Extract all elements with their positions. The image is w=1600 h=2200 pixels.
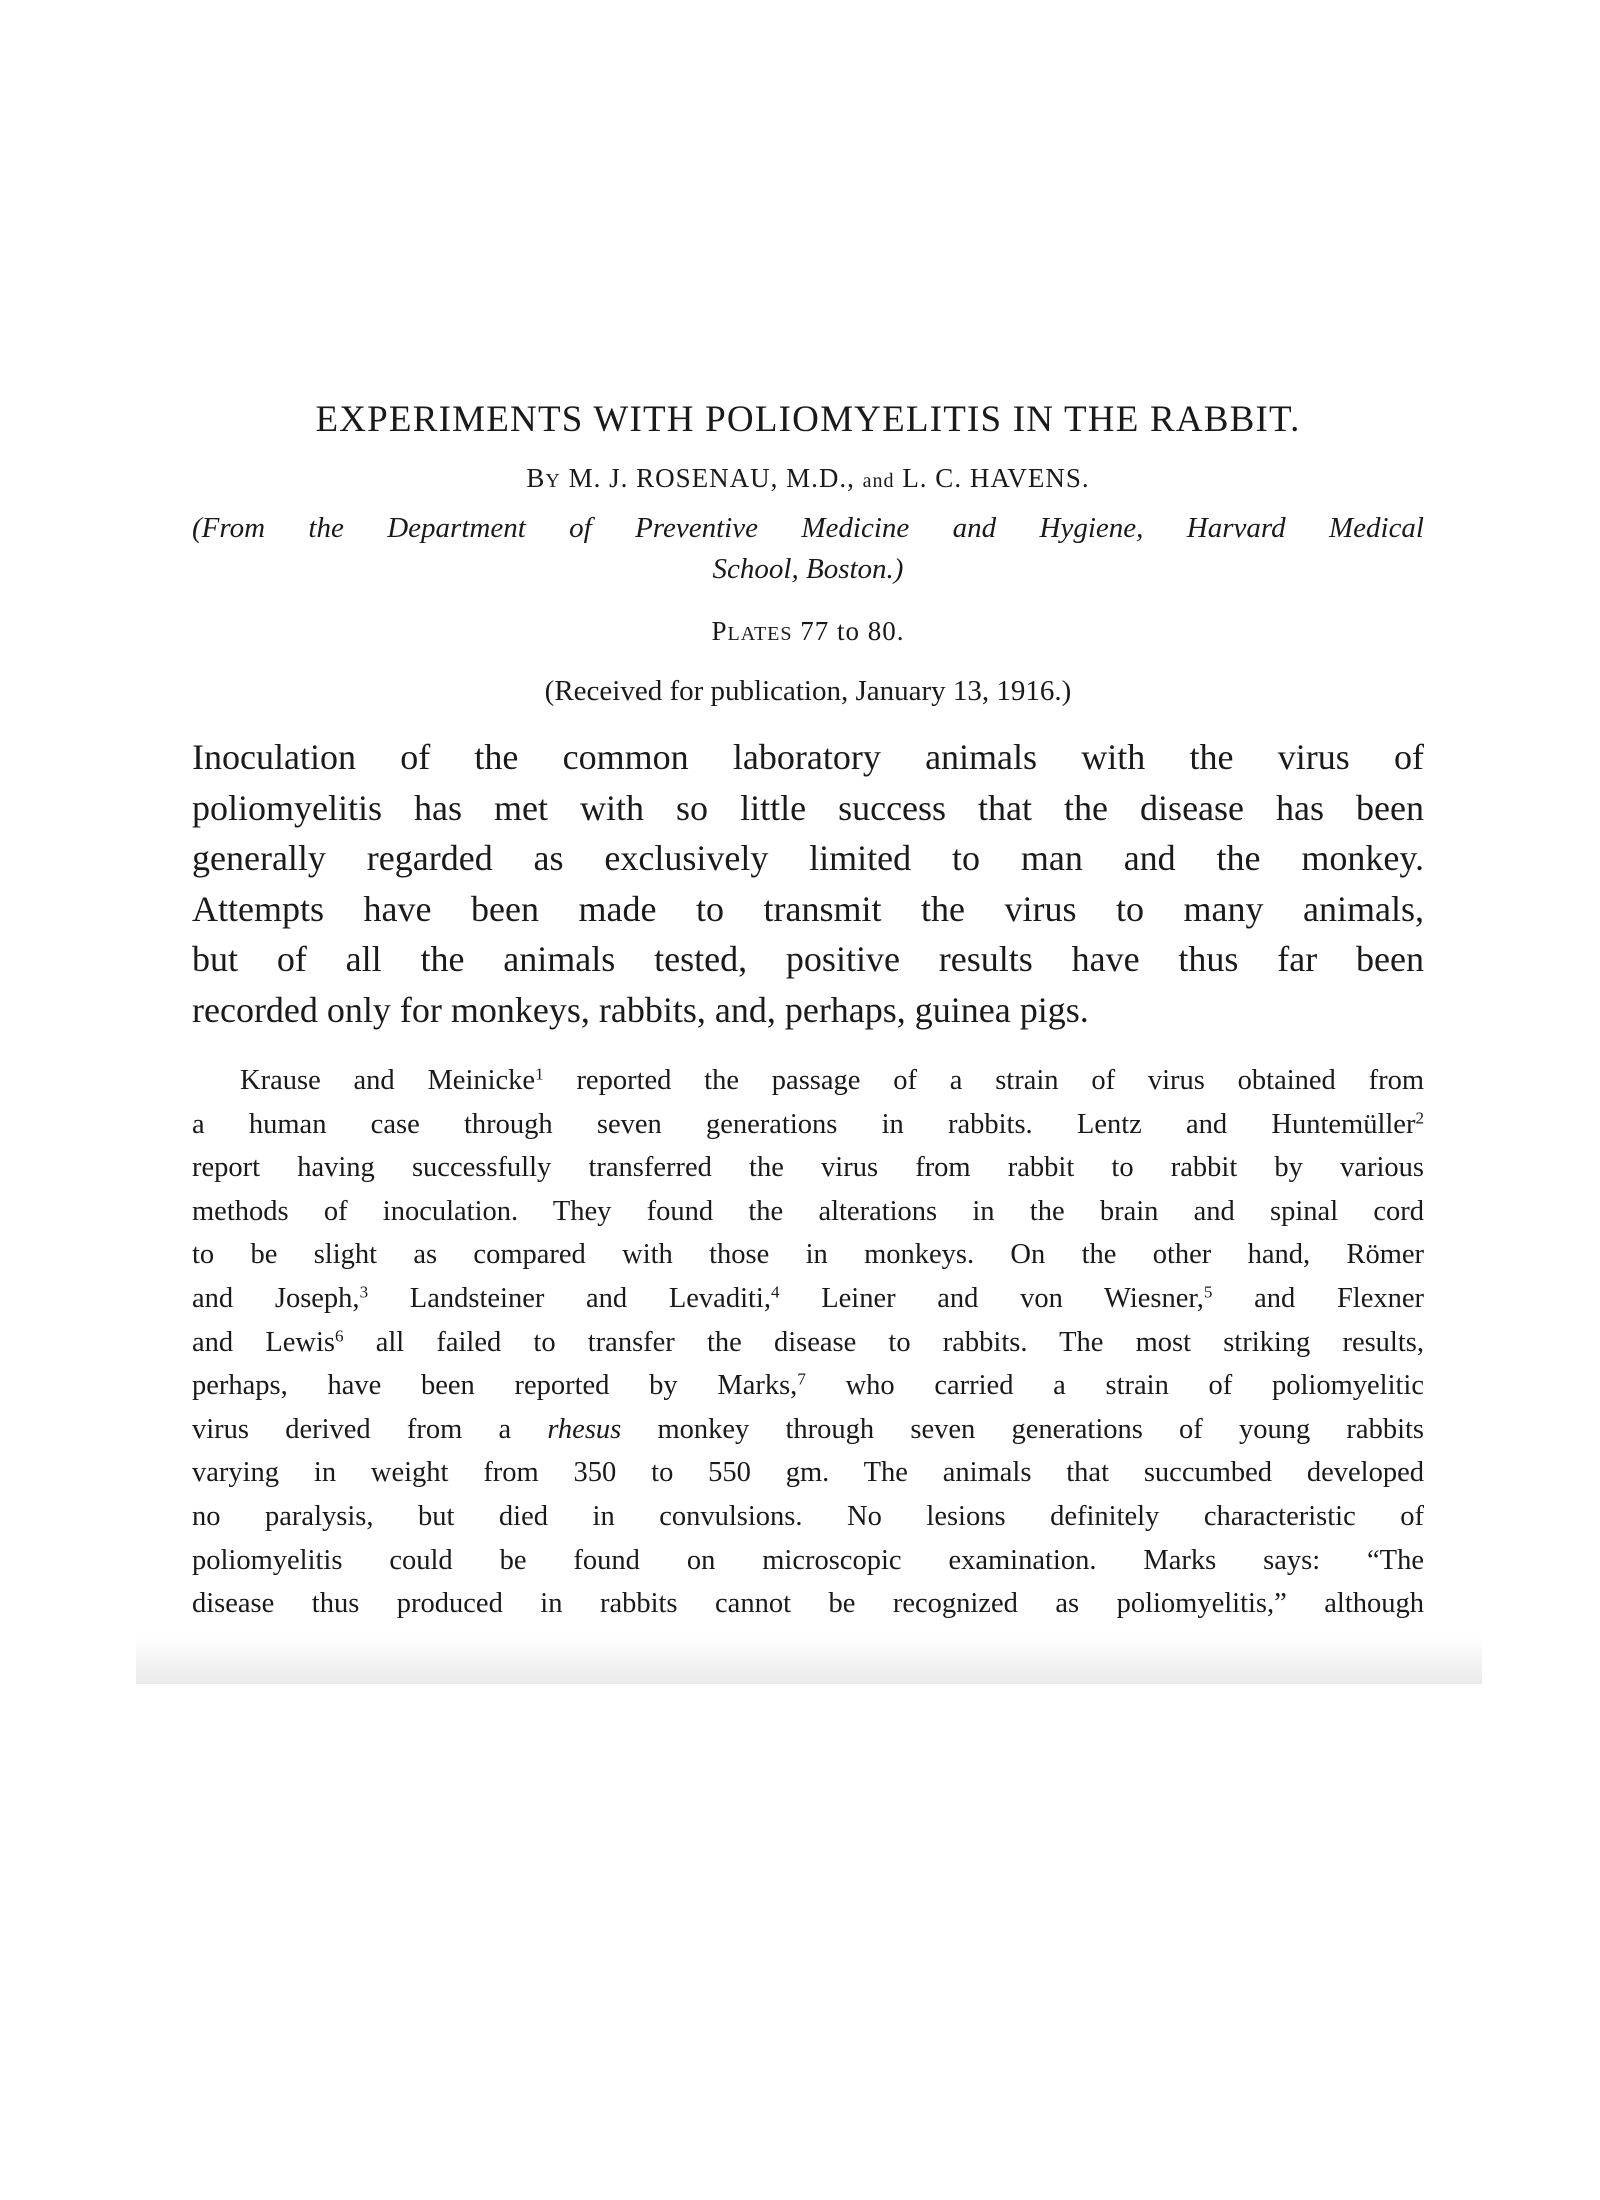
body-line: disease thus produced in rabbits cannot be recognized as poliomyelitis,” although	[192, 1588, 1424, 1620]
article-title: EXPERIMENTS WITH POLIOMYELITIS IN THE RABBIT.	[315, 399, 1301, 440]
affiliation	[192, 508, 1424, 590]
body-text: all failed to transfer the disease to rabbits. The most striking results,	[343, 1326, 1424, 1358]
italic-species: rhesus	[547, 1413, 622, 1445]
body-text: Leiner and von Wiesner,	[779, 1282, 1204, 1314]
body-text: Landsteiner and Levaditi,	[368, 1282, 771, 1314]
author-1: M. J. ROSENAU, M.D.,	[568, 463, 855, 493]
footnote-ref-4[interactable]: 4	[770, 1282, 780, 1302]
lead-line: but of all the animals tested, positive results have thus far been	[192, 939, 1424, 979]
byline-and: and	[862, 470, 895, 492]
footnote-ref-2[interactable]: 2	[1415, 1108, 1424, 1128]
footnote-ref-6[interactable]: 6	[334, 1326, 344, 1346]
affiliation-line-1: (From the Department of Preventive Medicine and Hygiene, Harvard Medical	[192, 512, 1424, 544]
body-text: who carried a strain of poliomyelitic	[805, 1370, 1424, 1402]
lead-line: generally regarded as exclusively limited to man and the monkey.	[192, 838, 1424, 878]
body-text: and Joseph,	[192, 1282, 360, 1314]
body-line: methods of inoculation. They found the alterations in the brain and spinal cord	[192, 1195, 1424, 1227]
body-line	[192, 1103, 1424, 1147]
body-line: no paralysis, but died in convulsions. No lesions definitely characteristic of	[192, 1500, 1424, 1532]
byline	[192, 463, 1424, 494]
body-text: virus derived from a	[192, 1413, 548, 1445]
affiliation-line-2: School, Boston.)	[712, 553, 904, 585]
body-line	[192, 1408, 1424, 1452]
footnote-ref-7[interactable]: 7	[797, 1369, 806, 1389]
received-date: (Received for publication, January 13, 1916.)	[544, 675, 1072, 707]
byline-by: BY	[526, 463, 561, 493]
lead-line: recorded only for monkeys, rabbits, and, perhaps, guinea pigs.	[192, 989, 1089, 1030]
body-text: reported the passage of a strain of virus obtained from	[543, 1065, 1424, 1096]
body-text: perhaps, have been reported by Marks,	[192, 1370, 798, 1402]
body-text: a human case through seven generations in rabbits. Lentz and Huntemüller	[192, 1108, 1416, 1140]
body-text: Krause and Meinicke	[240, 1065, 536, 1096]
author-2: L. C. HAVENS.	[902, 463, 1090, 493]
body-line	[192, 1059, 1424, 1103]
body-line: to be slight as compared with those in monkeys. On the other hand, Römer	[192, 1239, 1424, 1271]
footnote-ref-1[interactable]: 1	[535, 1064, 544, 1084]
scan-shadow	[136, 1636, 1482, 1684]
footnote-ref-5[interactable]: 5	[1203, 1282, 1213, 1302]
body-line: varying in weight from 350 to 550 gm. The animals that succumbed developed	[192, 1457, 1424, 1489]
lead-line: Inoculation of the common laboratory animals with the virus of	[192, 737, 1424, 777]
article-page	[192, 398, 1424, 1626]
body-line: poliomyelitis could be found on microscopic examination. Marks says: “The	[192, 1544, 1424, 1576]
lead-line: Attempts have been made to transmit the virus to many animals,	[192, 888, 1424, 929]
lead-paragraph	[192, 732, 1424, 1035]
body-text: and Lewis	[192, 1326, 335, 1358]
body-line	[192, 1277, 1424, 1321]
footnote-ref-3[interactable]: 3	[359, 1282, 369, 1302]
body-line	[192, 1364, 1424, 1408]
body-paragraph	[192, 1059, 1424, 1626]
lead-line: poliomyelitis has met with so little success that the disease has been	[192, 787, 1424, 828]
body-line: report having successfully transferred the virus from rabbit to rabbit by various	[192, 1152, 1424, 1184]
body-text: monkey through seven generations of young rabbits	[621, 1413, 1425, 1445]
body-line	[192, 1321, 1424, 1365]
body-text: and Flexner	[1212, 1282, 1425, 1314]
plates-note: PLATES 77 to 80.	[711, 616, 905, 646]
